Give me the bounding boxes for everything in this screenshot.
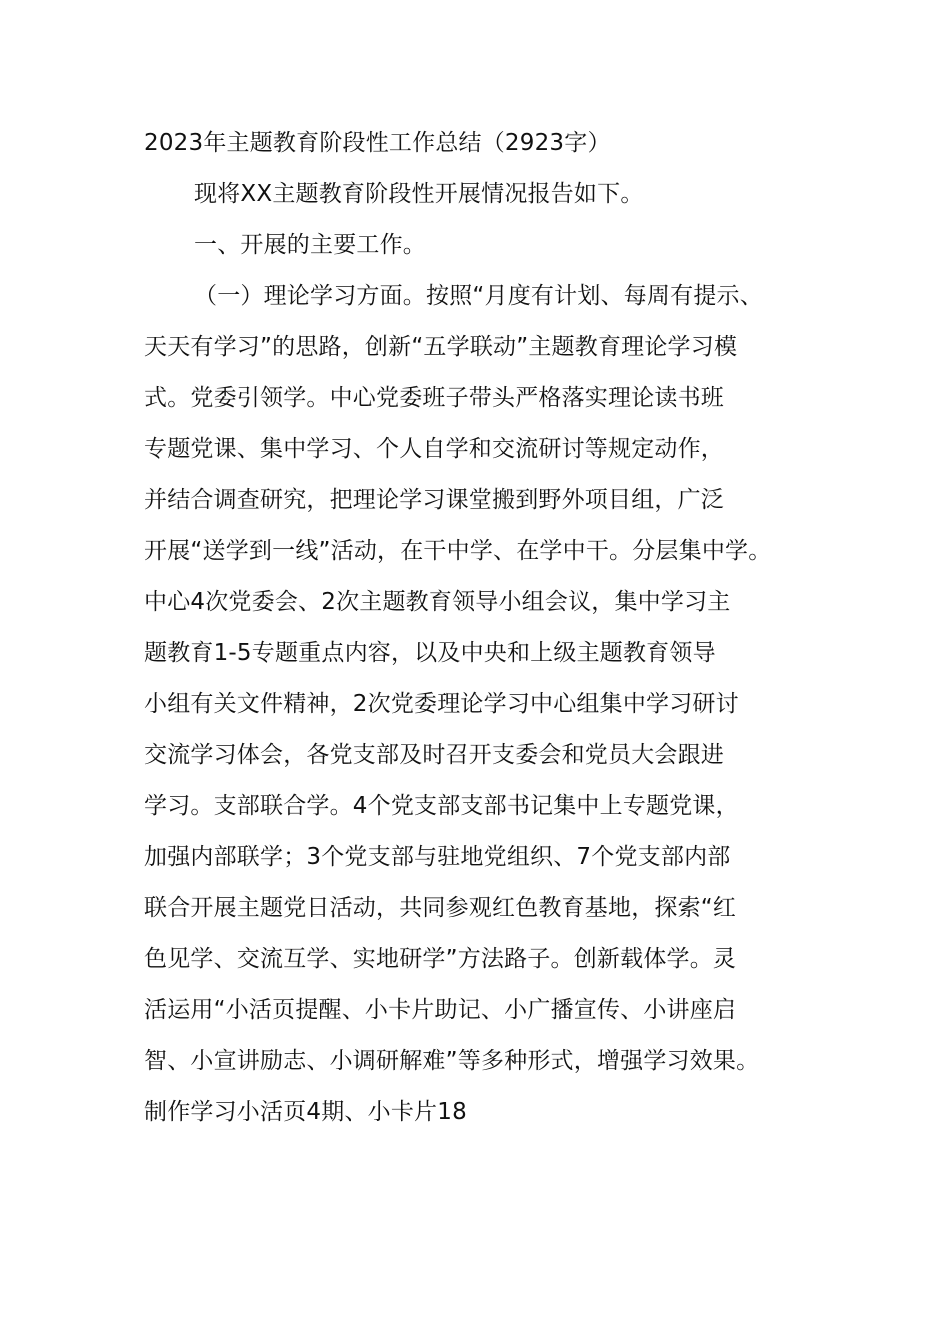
paragraph-line: 联合开展主题党日活动，共同参观红色教育基地，探索“红 [144, 895, 737, 921]
paragraph-line: 制作学习小活页4期、小卡片18 [144, 1099, 467, 1125]
paragraph-line: 活运用“小活页提醒、小卡片助记、小广播宣传、小讲座启 [144, 997, 737, 1023]
paragraph-line: 并结合调查研究，把理论学习课堂搬到野外项目组，广泛 [144, 487, 724, 513]
paragraph-line: 交流学习体会，各党支部及时召开支委会和党员大会跟进 [144, 742, 724, 768]
paragraph-line: 色见学、交流互学、实地研学”方法路子。创新载体学。灵 [144, 946, 737, 972]
document-title: 2023年主题教育阶段性工作总结（2923字） [144, 130, 611, 156]
intro-line: 现将XX主题教育阶段性开展情况报告如下。 [194, 181, 644, 207]
paragraph-line: 专题党课、集中学习、个人自学和交流研讨等规定动作， [144, 436, 724, 462]
paragraph-line: 智、小宣讲励志、小调研解难”等多种形式，增强学习效果。 [144, 1048, 760, 1074]
paragraph-line: 式。党委引领学。中心党委班子带头严格落实理论读书班 [144, 385, 724, 411]
paragraph-line: 天天有学习”的思路，创新“五学联动”主题教育理论学习模 [144, 334, 738, 360]
paragraph-line: 开展“送学到一线”活动，在干中学、在学中干。分层集中学。 [144, 538, 772, 564]
section-heading: 一、开展的主要工作。 [194, 232, 426, 258]
paragraph-line: 学习。支部联合学。4个党支部支部书记集中上专题党课， [144, 793, 739, 819]
paragraph-line: 小组有关文件精神，2次党委理论学习中心组集中学习研讨 [144, 691, 739, 717]
paragraph-line: （一）理论学习方面。按照“月度有计划、每周有提示、 [194, 283, 763, 309]
paragraph-line: 题教育1-5专题重点内容，以及中央和上级主题教育领导 [144, 640, 716, 666]
paragraph-line: 中心4次党委会、2次主题教育领导小组会议，集中学习主 [144, 589, 731, 615]
paragraph-line: 加强内部联学；3个党支部与驻地党组织、7个党支部内部 [144, 844, 731, 870]
